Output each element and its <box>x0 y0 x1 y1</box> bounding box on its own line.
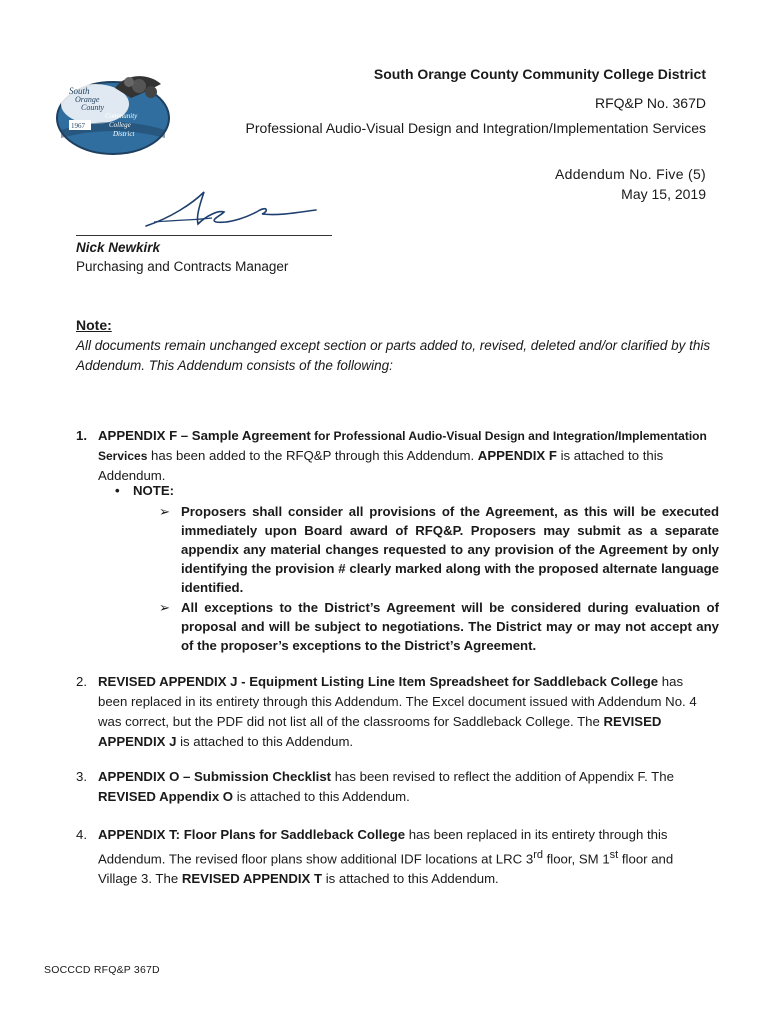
item-text: has been revised to reflect the addition of Appendix F. The <box>331 769 674 784</box>
list-item <box>159 502 719 597</box>
list-item <box>76 426 716 486</box>
item-heading-cont: for Professional Audio-Visual Design and Integration/Implementation Services <box>98 429 707 463</box>
signer-title: Purchasing and Contracts Manager <box>76 259 289 274</box>
note-body: All documents remain unchanged except section or parts added to, revised, deleted and/or clarified by this Addendum. This Addendum consists of the following: <box>76 338 711 373</box>
district-logo <box>55 68 171 158</box>
list-item <box>76 672 716 752</box>
list-item <box>76 767 716 807</box>
subpoint-text: All exceptions to the District’s Agreement will be considered during evaluation of proposal and will be subject to negotiations. The District may or may not accept any of the proposer’s exceptions to the District’s Agreement. <box>181 600 719 653</box>
item-heading: APPENDIX F – Sample Agreement <box>98 428 311 443</box>
logo-text-line-5: College <box>109 121 131 129</box>
rfq-title: Professional Audio-Visual Design and Integration/Implementation Services <box>245 120 706 136</box>
subpoint-text: Proposers shall consider all provisions of the Agreement, as this will be executed immediately upon Board award of RFQ&P. Proposers may submit as a separate appendix any material changes requested to any provision of the Agreement by only identifying the provision # clearly marked along with the proposed alternate language identified. <box>181 504 719 595</box>
item-number: 3. <box>76 769 87 784</box>
logo-text-line-6: District <box>113 130 135 138</box>
arrow-bullet-icon: ➢ <box>159 504 171 519</box>
rfq-number: RFQ&P No. 367D <box>594 95 706 111</box>
logo-text-line-3: County <box>81 103 105 112</box>
signature-line <box>76 235 332 236</box>
addendum-date: May 15, 2019 <box>621 186 706 202</box>
item-number: 2. <box>76 674 87 689</box>
addendum-number: Addendum No. Five (5) <box>554 166 706 182</box>
list-item <box>159 598 719 655</box>
signature <box>140 182 320 232</box>
item-sup: rd <box>533 849 543 861</box>
page-footer: SOCCCD RFQ&P 367D <box>44 964 160 976</box>
item-sup: st <box>609 849 619 861</box>
item-number: 1. <box>76 428 87 443</box>
district-name: South Orange County Community College District <box>373 66 706 82</box>
item-ref: REVISED APPENDIX J <box>98 714 662 749</box>
arrow-bullet-icon: ➢ <box>159 600 171 615</box>
note-bullet <box>115 483 174 498</box>
item-text: has been replaced in its entirety through this Addendum. The Excel document issued with Addendum No. 4 was correct, but the PDF did not list all of the classrooms for Saddleback College. The <box>98 674 697 729</box>
item-ref: APPENDIX F <box>477 448 557 463</box>
logo-text-line-1: South <box>69 86 90 96</box>
logo-text-line-2: Orange <box>75 95 100 104</box>
item-text-end: is attached to this Addendum. <box>98 448 664 483</box>
signer-name: Nick Newkirk <box>76 240 161 255</box>
logo-text-line-4: Community <box>105 112 138 120</box>
item-ref: REVISED Appendix O <box>98 789 234 804</box>
item-text-end: is attached to this Addendum. <box>322 871 499 887</box>
item-heading: APPENDIX O – Submission Checklist <box>98 769 332 784</box>
list-item <box>76 825 716 889</box>
item-text: has been added to the RFQ&P through this Addendum. <box>147 448 478 463</box>
item-heading: APPENDIX T: Floor Plans for Saddleback College <box>98 827 406 842</box>
item-heading: REVISED APPENDIX J - Equipment Listing Line Item Spreadsheet for Saddleback College <box>98 674 659 689</box>
item-text-end: is attached to this Addendum. <box>176 734 354 749</box>
item-number: 4. <box>76 827 87 842</box>
item-text-mid2: floor and Village 3. The <box>98 851 674 887</box>
note-heading: Note: <box>76 317 112 333</box>
item-text-end: is attached to this Addendum. <box>233 789 410 804</box>
item-text-mid: floor, SM 1 <box>542 851 610 867</box>
note-bullet-label: NOTE: <box>133 483 175 498</box>
item-ref: REVISED APPENDIX T <box>181 871 323 887</box>
logo-year: 1967 <box>71 122 85 130</box>
bullet-icon: • <box>115 483 120 498</box>
item-text: has been replaced in its entirety through this Addendum. The revised floor plans show additional IDF locations at LRC 3 <box>98 827 668 867</box>
